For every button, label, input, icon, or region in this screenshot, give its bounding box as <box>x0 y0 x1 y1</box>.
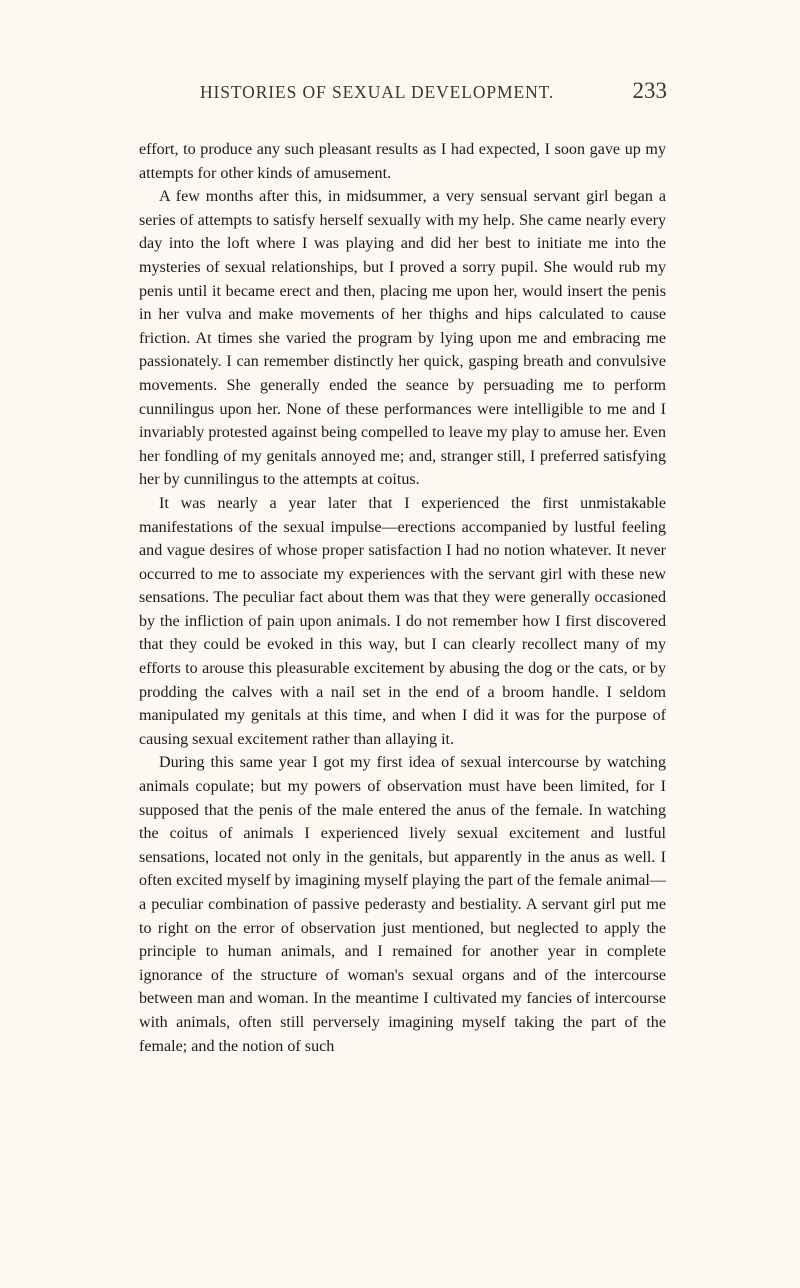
page-number: 233 <box>632 78 667 103</box>
page-header <box>0 78 800 110</box>
body-text <box>139 138 666 1058</box>
paragraph-2: A few months after this, in midsummer, a very sensual servant girl began a series of attempts to satisfy herself sexually with my help. She came nearly every day into the loft where I was playing and did her best to initiate me into the mysteries of sexual relationships, but I proved a sorry pupil. She would rub my penis until it became erect and then, placing me upon her, would insert the penis in her vulva and make movements of her thighs and hips calculated to cause friction. At times she varied the program by lying upon me and embracing me passionately. I can remember distinctly her quick, gasping breath and convulsive movements. She generally ended the seance by persuading me to perform cunnilingus upon her. None of these performances were intelligible to me and I invariably protested against being compelled to leave my play to amuse her. Even her fondling of my genitals annoyed me; and, stranger still, I preferred satisfying her by cunnilingus to the attempts at coitus. <box>139 188 666 489</box>
running-title: HISTORIES OF SEXUAL DEVELOPMENT. <box>200 82 555 102</box>
paragraph-4: During this same year I got my first idea of sexual intercourse by watching animals copulate; but my powers of observation must have been limited, for I supposed that the penis of the male entered the anus of the female. In watching the coitus of animals I experienced lively sexual excitement and lustful sensations, located not only in the genitals, but apparently in the anus as well. I often excited myself by imagining myself playing the part of the female animal—a peculiar combination of passive pederasty and bestiality. A servant girl put me to right on the error of observation just mentioned, but neglected to apply the principle to human animals, and I remained for another year in complete ignorance of the structure of woman's sexual organs and of the intercourse between man and woman. In the meantime I cultivated my fancies of intercourse with animals, often still perversely imagining myself taking the part of the female; and the notion of such <box>139 754 666 1055</box>
paragraph-3: It was nearly a year later that I experienced the first unmistakable manifestations of the sexual impulse—erections accompanied by lustful feeling and vague desires of whose proper satisfaction I had no notion whatever. It never occurred to me to associate my experiences with the servant girl with these new sensations. The peculiar fact about them was that they were generally occasioned by the infliction of pain upon animals. I do not remember how I first discovered that they could be evoked in this way, but I can clearly recollect many of my efforts to arouse this pleasurable excitement by abusing the dog or the cats, or by prodding the calves with a nail set in the end of a broom handle. I seldom manipulated my genitals at this time, and when I did it was for the purpose of causing sexual excitement rather than allaying it. <box>139 494 666 748</box>
paragraph-1: effort, to produce any such pleasant results as I had expected, I soon gave up my attempts for other kinds of amusement. <box>139 141 666 182</box>
